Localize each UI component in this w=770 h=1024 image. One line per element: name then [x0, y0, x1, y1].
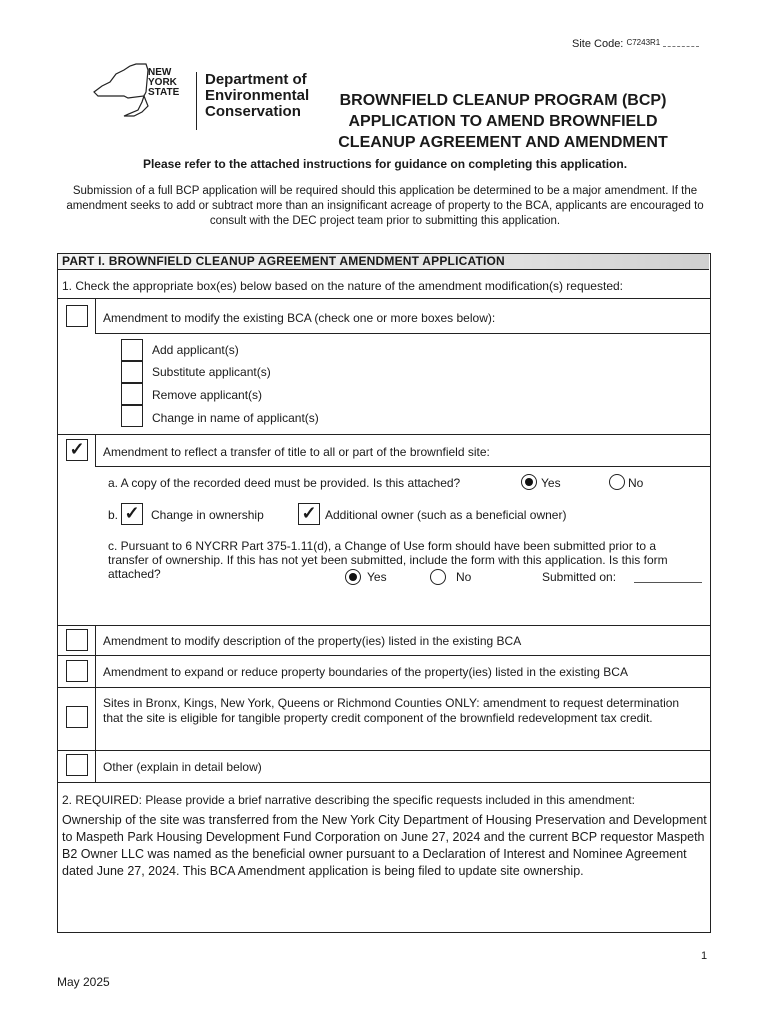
department-name: [205, 72, 309, 120]
change-of-use-yes-radio[interactable]: [345, 569, 361, 585]
divider: [95, 435, 96, 466]
logo-divider: [196, 72, 197, 130]
radio-selected-dot: [525, 478, 533, 486]
divider: [95, 466, 710, 467]
divider: [57, 298, 710, 299]
dept-line-2: Environmental: [205, 87, 310, 104]
question-1: 1. Check the appropriate box(es) below based on the nature of the amendment modification(s) requested:: [62, 279, 623, 293]
nys-logo-line-1: NEW: [148, 67, 172, 78]
page-number: 1: [701, 950, 708, 962]
divider: [95, 751, 96, 782]
item-b-prefix: b.: [108, 508, 119, 522]
narrative-text[interactable]: Ownership of the site was transferred from the New York City Department of Housing Preservation and Development to Maspeth Park Housing Development Fund Corporation on June 27, 2024 and the current BCP requestor Maspeth B2 Owner LLC was named as the beneficial owner pursuant to a Declaration of Interest and Nominee Agreement dated June 27, 2024. This BCA Amendment application is being filed to update site ownership.: [62, 813, 707, 878]
divider: [95, 656, 96, 687]
change-ownership-checkbox[interactable]: ✓: [121, 503, 143, 525]
substitute-applicant-label: Substitute applicant(s): [152, 365, 271, 379]
title-line-1: BROWNFIELD CLEANUP PROGRAM (BCP): [339, 92, 667, 109]
change-name-label: Change in name of applicant(s): [152, 411, 319, 425]
nys-map-logo-icon: [88, 62, 152, 122]
footer-date: May 2025: [57, 975, 110, 989]
tangible-property-label: Sites in Bronx, Kings, New York, Queens or Richmond Counties ONLY: amendment to request determination that the site is eligible for tangible property credit component of the brownfield redevelopment tax credit.: [103, 696, 680, 725]
change-of-use-no-radio[interactable]: [430, 569, 446, 585]
divider: [57, 782, 710, 783]
instructions-note: Please refer to the attached instructions for guidance on completing this application.: [142, 157, 628, 171]
change-ownership-label: Change in ownership: [151, 508, 264, 522]
modify-bca-checkbox[interactable]: [66, 305, 88, 327]
change-of-use-no-label: No: [456, 570, 472, 584]
title-line-2: APPLICATION TO AMEND BROWNFIELD: [348, 113, 658, 130]
divider: [57, 687, 710, 688]
submitted-on-label: Submitted on:: [542, 570, 617, 584]
nys-logo-line-3: STATE: [148, 87, 180, 98]
part-1-header: PART I. BROWNFIELD CLEANUP AGREEMENT AMENDMENT APPLICATION: [58, 254, 709, 270]
modify-description-label: Amendment to modify description of the property(ies) listed in the existing BCA: [103, 634, 522, 648]
divider: [95, 626, 96, 655]
modify-description-checkbox[interactable]: [66, 629, 88, 651]
other-label: Other (explain in detail below): [103, 760, 262, 774]
nys-logo-text: [148, 68, 179, 98]
boundaries-checkbox[interactable]: [66, 660, 88, 682]
additional-owner-label: Additional owner (such as a beneficial owner): [325, 508, 567, 522]
page-title: [318, 90, 688, 153]
site-code-line: [663, 46, 699, 47]
site-code-label: Site Code:: [572, 38, 624, 50]
deed-yes-radio[interactable]: [521, 474, 537, 490]
deed-question: a. A copy of the recorded deed must be provided. Is this attached?: [108, 476, 461, 490]
remove-applicant-checkbox[interactable]: [121, 383, 143, 405]
divider: [95, 688, 96, 750]
divider: [95, 299, 96, 333]
change-of-use-yes-label: Yes: [367, 570, 387, 584]
divider: [95, 333, 710, 334]
dept-line-1: Department of: [205, 71, 307, 88]
modify-bca-label: Amendment to modify the existing BCA (check one or more boxes below):: [103, 311, 496, 325]
question-2: 2. REQUIRED: Please provide a brief narrative describing the specific requests included in this amendment:: [62, 793, 635, 807]
change-name-checkbox[interactable]: [121, 405, 143, 427]
deed-yes-label: Yes: [541, 476, 561, 490]
deed-no-radio[interactable]: [609, 474, 625, 490]
submitted-on-field[interactable]: [634, 582, 702, 583]
divider: [57, 655, 710, 656]
site-code-value: C7243R1: [626, 38, 661, 47]
radio-selected-dot: [349, 573, 357, 581]
title-line-3: CLEANUP AGREEMENT AND AMENDMENT: [338, 134, 668, 151]
divider: [57, 625, 710, 626]
nys-logo-line-2: YORK: [148, 77, 177, 88]
transfer-title-checkbox[interactable]: ✓: [66, 439, 88, 461]
deed-no-label: No: [628, 476, 644, 490]
dept-line-3: Conservation: [205, 103, 301, 120]
boundaries-label: Amendment to expand or reduce property boundaries of the property(ies) listed in the existing BCA: [103, 665, 628, 679]
substitute-applicant-checkbox[interactable]: [121, 361, 143, 383]
divider: [57, 750, 710, 751]
additional-owner-checkbox[interactable]: ✓: [298, 503, 320, 525]
add-applicant-checkbox[interactable]: [121, 339, 143, 361]
transfer-title-label: Amendment to reflect a transfer of title to all or part of the brownfield site:: [103, 445, 490, 459]
divider: [57, 434, 710, 435]
site-code: [572, 38, 699, 50]
tangible-property-checkbox[interactable]: [66, 706, 88, 728]
intro-paragraph: Submission of a full BCP application will be required should this application be determined to be a major amendment. If the amendment seeks to add or subtract more than an insignificant acreage of property to the BCA, applicants are encouraged to consult with the DEC project team prior to submitting this application.: [66, 185, 704, 227]
other-checkbox[interactable]: [66, 754, 88, 776]
change-of-use-question: c. Pursuant to 6 NYCRR Part 375-1.11(d), a Change of Use form should have been submitted prior to a transfer of ownership. If this has not yet been submitted, include the form with this application. Is this form attached?: [108, 539, 668, 581]
remove-applicant-label: Remove applicant(s): [152, 388, 263, 402]
add-applicant-label: Add applicant(s): [152, 343, 239, 357]
